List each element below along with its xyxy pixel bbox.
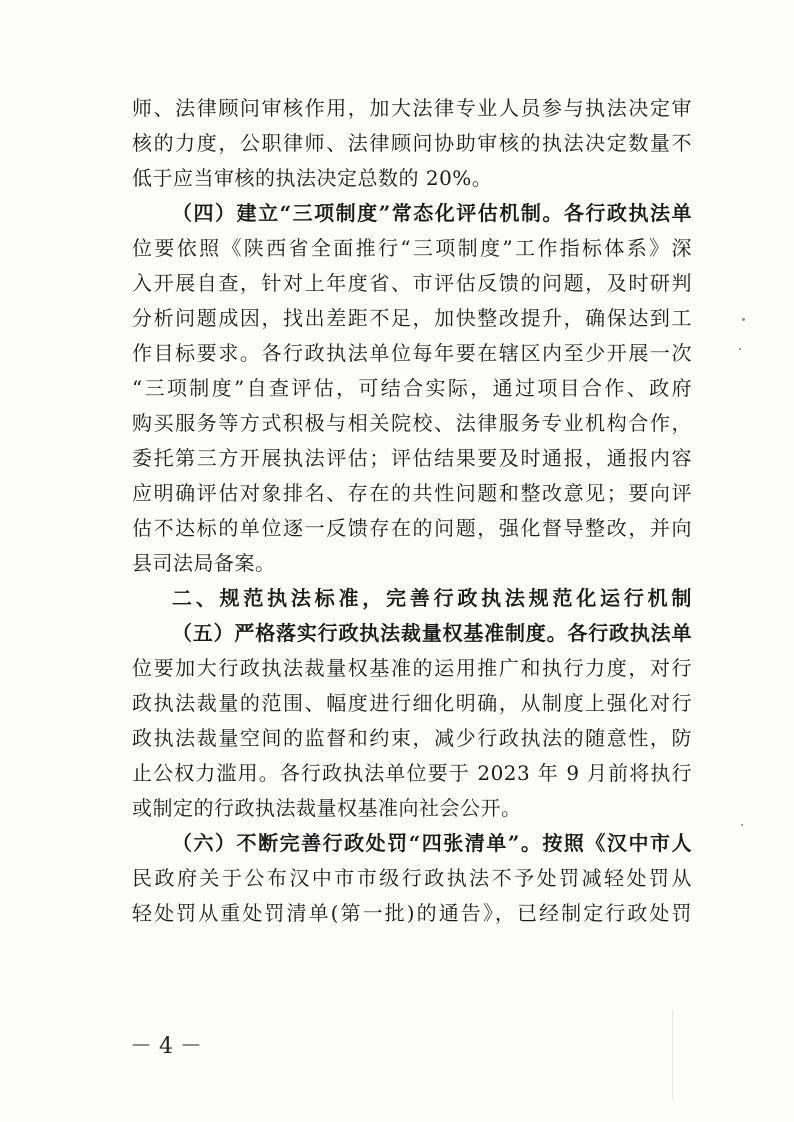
paragraph-line: 县司法局备案。 xyxy=(132,551,276,575)
paragraph-line: 师、法律顾问审核作用，加大法律专业人员参与执法决定审 xyxy=(132,96,692,120)
paragraph-line: 核的力度，公职律师、法律顾问协助审核的执法决定数量不 xyxy=(132,131,692,155)
paragraph-line: 委托第三方开展执法评估；评估结果要及时通报，通报内容 xyxy=(132,446,692,470)
section-lead-line: （五）严格落实行政执法裁量权基准制度。各行政执法单 xyxy=(172,621,692,645)
paragraph-line: 或制定的行政执法裁量权基准向社会公开。 xyxy=(132,796,522,820)
scan-speck xyxy=(741,824,743,826)
paragraph-line: “三项制度”自查评估，可结合实际，通过项目合作、政府 xyxy=(132,376,692,400)
section-heading: 二、规范执法标准，完善行政执法规范化运行机制 xyxy=(172,586,692,610)
page-number: － 4 － xyxy=(130,1034,202,1059)
paragraph-line: 位要依照《陕西省全面推行“三项制度”工作指标体系》深 xyxy=(132,236,692,260)
scan-artifact-line xyxy=(672,1010,673,1100)
paragraph-line: 作目标要求。各行政执法单位每年要在辖区内至少开展一次 xyxy=(132,341,692,365)
section-lead-line: （六）不断完善行政处罚“四张清单”。按照《汉中市人 xyxy=(172,831,692,855)
paragraph-line: 购买服务等方式积极与相关院校、法律服务专业机构合作， xyxy=(132,411,692,435)
scan-speck xyxy=(742,318,745,321)
paragraph-line: 应明确评估对象排名、存在的共性问题和整改意见；要向评 xyxy=(132,481,692,505)
paragraph-line: 轻处罚从重处罚清单(第一批)的通告》，已经制定行政处罚 xyxy=(132,901,692,925)
paragraph-line: 分析问题成因，找出差距不足，加快整改提升，确保达到工 xyxy=(132,306,692,330)
paragraph-line: 政执法裁量的范围、幅度进行细化明确，从制度上强化对行 xyxy=(132,691,692,715)
scan-speck xyxy=(739,348,741,350)
paragraph-line: 政执法裁量空间的监督和约束，减少行政执法的随意性，防 xyxy=(132,726,692,750)
paragraph-line: 止公权力滥用。各行政执法单位要于 2023 年 9 月前将执行 xyxy=(132,761,692,785)
paragraph-line: 位要加大行政执法裁量权基准的运用推广和执行力度，对行 xyxy=(132,656,692,680)
section-lead-line: （四）建立“三项制度”常态化评估机制。各行政执法单 xyxy=(172,201,692,225)
paragraph-line: 入开展自查，针对上年度省、市评估反馈的问题，及时研判 xyxy=(132,271,692,295)
paragraph-line: 民政府关于公布汉中市市级行政执法不予处罚减轻处罚从 xyxy=(132,866,692,890)
paragraph-line: 估不达标的单位逐一反馈存在的问题，强化督导整改，并向 xyxy=(132,516,692,540)
paragraph-line: 低于应当审核的执法决定总数的 20%。 xyxy=(132,166,493,190)
